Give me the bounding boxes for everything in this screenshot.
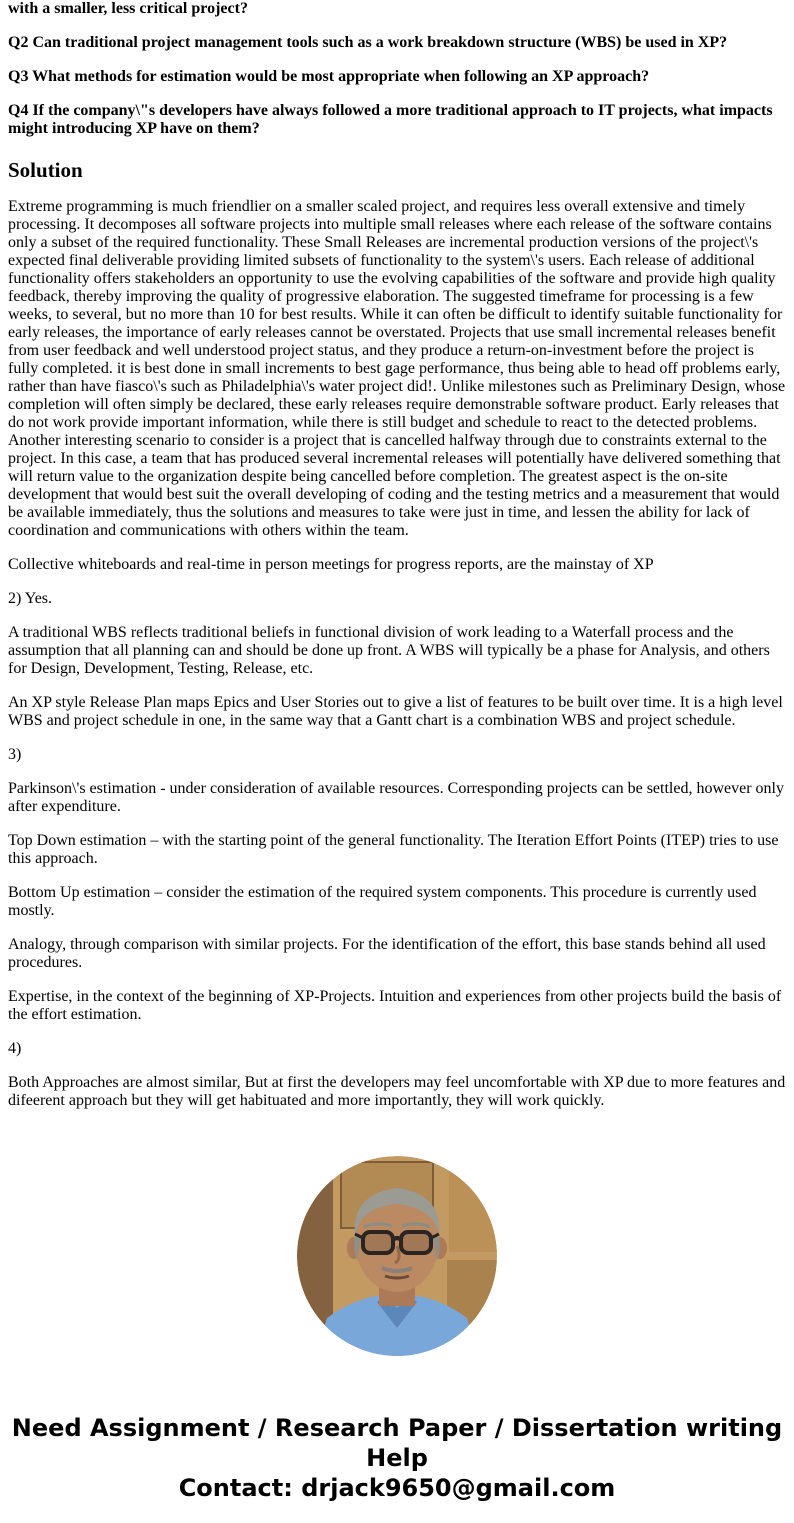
solution-paragraph: Both Approaches are almost similar, But at first the developers may feel uncomfortable with XP due to more features and difeerent approach but they will get habituated and more importantly, they will work quickly. <box>8 1074 786 1109</box>
solution-paragraph: 2) Yes. <box>8 590 53 607</box>
solution-paragraph: Top Down estimation – with the starting point of the general functionality. The Iteration Effort Points (ITEP) tries to use this approach. <box>8 832 779 867</box>
solution-heading: Solution <box>8 158 83 182</box>
question-q3: Q3 What methods for estimation would be most appropriate when following an XP approach? <box>8 68 650 85</box>
question-fragment: with a smaller, less critical project? <box>8 0 248 17</box>
question-q2: Q2 Can traditional project management tools such as a work breakdown structure (WBS) be used in XP? <box>8 34 728 51</box>
solution-paragraph-main: Extreme programming is much friendlier on a smaller scaled project, and requires less overall extensive and timely processing. It decomposes all software projects into multiple small releases where each release of the software contains only a subset of the required functionality. These Small Releases are incremental production versions of the project\'s expected final deliverable providing limited subsets of functionality to the system\'s users. Each release of additional functionality offers stakeholders an opportunity to use the evolving capabilities of the software and provide high quality feedback, thereby improving the quality of progressive elaboration. The suggested timeframe for processing is a few weeks, to several, but no more than 10 for best results. While it can often be difficult to identify suitable functionality for early releases, the importance of early releases cannot be overstated. Projects that use small incremental releases benefit from user feedback and well understood project status, and they produce a return-on-investment before the project is fully completed. it is best done in small increments to best gage performance, thus being able to head off problems early, rather than have fiasco\'s such as Philadelphia\'s water project did!. Unlike milestones such as Preliminary Design, whose completion will often simply be declared, these early releases require demonstrable software product. Early releases that do not work provide important information, while there is still budget and schedule to react to the detected problems. Another interesting scenario to consider is a project that is cancelled halfway through due to constraints external to the project. In this case, a team that has produced several incremental releases will potentially have delivered something that will return value to the organization despite being cancelled before completion. The greatest aspect is the on-site development that would best suit the overall developing of coding and the testing metrics and a measurement that would be available immediately, thus the solutions and measures to take were just in time, and lessen the ability for lack of coordination and communications with others within the team. <box>8 198 786 539</box>
solution-paragraph: Collective whiteboards and real-time in person meetings for progress reports, are the mainstay of XP <box>8 556 654 573</box>
question-q4: Q4 If the company\"s developers have always followed a more traditional approach to IT projects, what impacts might introducing XP have on them? <box>8 102 773 137</box>
footer <box>8 1413 786 1503</box>
solution-paragraph: 3) <box>8 746 22 763</box>
footer-contact-email: Contact: drjack9650@gmail.com <box>178 1474 616 1502</box>
footer-help-text: Need Assignment / Research Paper / Dissertation writing Help <box>11 1414 783 1472</box>
solution-paragraph: Expertise, in the context of the beginning of XP-Projects. Intuition and experiences from other projects build the basis of the effort estimation. <box>8 988 782 1023</box>
solution-paragraph: Parkinson\'s estimation - under consideration of available resources. Corresponding projects can be settled, however only after expenditure. <box>8 780 784 815</box>
solution-paragraph: Bottom Up estimation – consider the estimation of the required system components. This procedure is currently used mostly. <box>8 884 757 919</box>
author-photo <box>297 1156 497 1356</box>
solution-paragraph: 4) <box>8 1040 22 1057</box>
solution-paragraph: An XP style Release Plan maps Epics and User Stories out to give a list of features to be built over time. It is a high level WBS and project schedule in one, in the same way that a Gantt chart is a combination WBS and project schedule. <box>8 694 783 729</box>
solution-paragraph: A traditional WBS reflects traditional beliefs in functional division of work leading to a Waterfall process and the assumption that all planning can and should be done up front. A WBS will typically be a phase for Analysis, and others for Design, Development, Testing, Release, etc. <box>8 624 770 677</box>
solution-paragraph: Analogy, through comparison with similar projects. For the identification of the effort, this base stands behind all used procedures. <box>8 936 766 971</box>
author-photo-wrap <box>8 1156 786 1361</box>
